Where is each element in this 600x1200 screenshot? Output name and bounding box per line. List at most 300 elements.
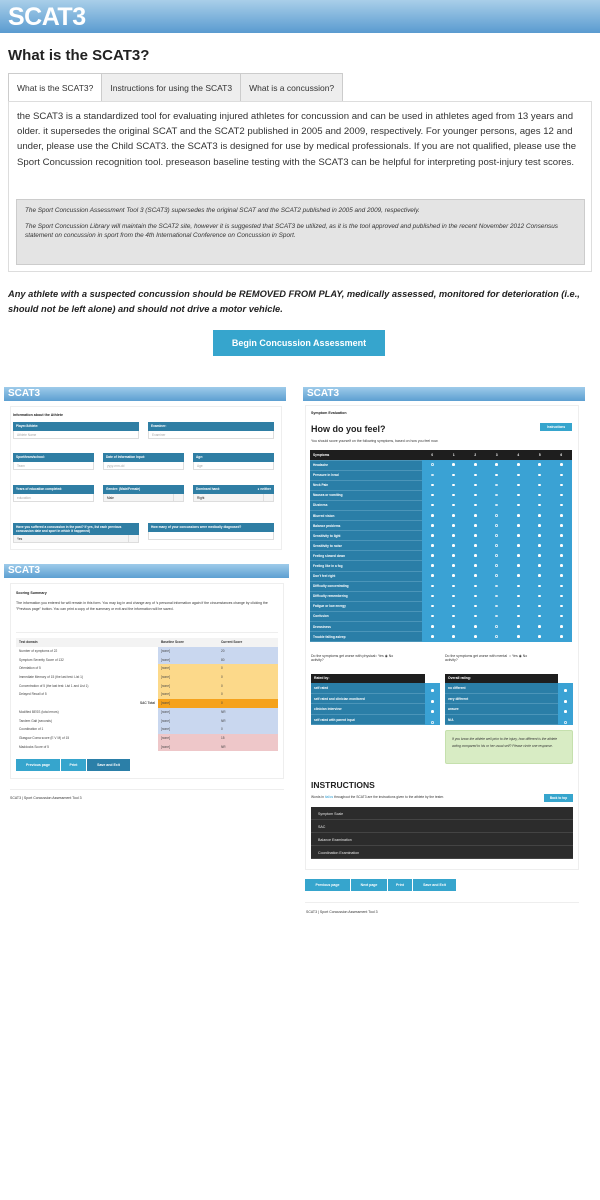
brand-logo[interactable]: SCAT3 — [8, 3, 86, 31]
score-radio[interactable] — [495, 484, 498, 487]
save-exit-button[interactable]: Save and Exit — [87, 759, 130, 771]
score-radio[interactable] — [538, 585, 541, 588]
score-radio[interactable] — [560, 615, 563, 618]
yes-label: Yes — [378, 654, 384, 658]
score-radio[interactable] — [538, 595, 541, 598]
rating-radio-cell — [558, 683, 573, 694]
current-cell: 0 — [218, 699, 278, 708]
sport-input[interactable]: Team — [13, 462, 94, 470]
mental-no-radio[interactable]: ◉ No — [518, 654, 528, 658]
rating-radio[interactable] — [431, 700, 434, 703]
domain-cell: Symptom Severity Score of 132 — [19, 657, 64, 662]
education-input[interactable]: education — [13, 494, 94, 502]
examiner-field — [148, 422, 274, 439]
symptom-score-cell — [508, 551, 530, 561]
score-radio[interactable] — [560, 494, 563, 497]
symptom-score-cell — [529, 460, 551, 470]
symptom-name: Dizziness — [310, 500, 422, 510]
symptom-score-cell — [551, 480, 573, 490]
rating-radio[interactable] — [431, 710, 434, 713]
score-radio[interactable] — [560, 463, 563, 466]
score-radio[interactable] — [495, 564, 498, 567]
accordion-symptom-scale[interactable]: Symptom Scale — [311, 807, 573, 820]
symptom-score-cell — [443, 510, 465, 520]
score-radio[interactable] — [517, 605, 520, 608]
score-radio[interactable] — [517, 494, 520, 497]
symptom-score-cell — [422, 571, 444, 581]
rating-option[interactable] — [311, 683, 440, 694]
rating-option-label: no different — [445, 683, 558, 694]
symptom-score-cell — [443, 500, 465, 510]
score-radio[interactable] — [474, 585, 477, 588]
symptom-score-cell — [486, 470, 508, 480]
score-radio[interactable] — [560, 504, 563, 507]
symptom-row — [310, 490, 572, 500]
symptom-row — [310, 521, 572, 531]
physical-no-radio[interactable]: ◉ No — [384, 654, 394, 658]
score-radio[interactable] — [431, 484, 434, 487]
score-radio[interactable] — [538, 635, 541, 638]
symptom-score-cell — [422, 622, 444, 632]
score-radio[interactable] — [431, 463, 434, 466]
score-radio[interactable] — [452, 474, 455, 477]
score-radio[interactable] — [431, 615, 434, 618]
symptom-score-cell — [551, 581, 573, 591]
gender-select[interactable]: Male — [103, 494, 184, 502]
rating-radio[interactable] — [431, 721, 434, 724]
score-radio[interactable] — [474, 504, 477, 507]
rated-by-group — [311, 674, 440, 725]
score-radio[interactable] — [474, 544, 477, 547]
score-radio[interactable] — [517, 625, 520, 628]
symptom-score-cell — [508, 470, 530, 480]
score-radio[interactable] — [431, 635, 434, 638]
symptom-score-cell — [486, 622, 508, 632]
symptom-score-cell — [529, 581, 551, 591]
score-radio[interactable] — [495, 625, 498, 628]
symptom-score-cell — [443, 490, 465, 500]
examiner-input[interactable]: Examiner — [148, 431, 274, 439]
diagnosed-input[interactable] — [148, 532, 274, 540]
previous-page-button[interactable]: Previous page — [16, 759, 60, 771]
score-radio[interactable] — [474, 564, 477, 567]
score-radio[interactable] — [517, 595, 520, 598]
symptom-score-cell — [443, 601, 465, 611]
score-radio[interactable] — [560, 605, 563, 608]
score-radio[interactable] — [431, 605, 434, 608]
rating-option[interactable] — [311, 715, 440, 726]
score-radio[interactable] — [431, 595, 434, 598]
score-radio[interactable] — [560, 514, 563, 517]
score-radio[interactable] — [431, 585, 434, 588]
baseline-cell: [none] — [158, 664, 218, 673]
score-radio[interactable] — [560, 534, 563, 537]
score-radio[interactable] — [495, 635, 498, 638]
symptom-score-cell — [551, 632, 573, 642]
score-radio[interactable] — [538, 615, 541, 618]
col-header: 4 — [508, 450, 530, 460]
accordion-sac[interactable]: SAC — [311, 820, 573, 833]
symptom-row — [310, 531, 572, 541]
score-radio[interactable] — [495, 504, 498, 507]
symptom-row — [310, 561, 572, 571]
player-input[interactable]: Athlete Name — [13, 431, 139, 439]
examiner-label: Examiner: — [148, 422, 274, 431]
table-row — [16, 664, 278, 673]
score-radio[interactable] — [452, 514, 455, 517]
rating-radio[interactable] — [564, 689, 567, 692]
symptom-score-cell — [508, 521, 530, 531]
score-radio[interactable] — [452, 605, 455, 608]
rating-radio-cell — [425, 694, 440, 705]
score-radio[interactable] — [495, 463, 498, 466]
score-radio[interactable] — [474, 625, 477, 628]
symptom-score-cell — [465, 622, 487, 632]
symptom-score-cell — [465, 531, 487, 541]
education-label: Years of education completed: — [13, 485, 94, 494]
score-radio[interactable] — [538, 544, 541, 547]
symptom-score-cell — [486, 611, 508, 621]
symptoms-footer: SCAT3 | Sport Concussion Assessment Tool 3 — [306, 910, 378, 914]
symptom-score-cell — [443, 632, 465, 642]
score-radio[interactable] — [452, 595, 455, 598]
score-radio[interactable] — [538, 504, 541, 507]
date-input[interactable]: yyyy-mm-dd — [103, 462, 184, 470]
symptom-score-cell — [529, 551, 551, 561]
rating-option[interactable] — [445, 694, 573, 705]
symptom-score-cell — [422, 460, 444, 470]
age-label: Age: — [193, 453, 274, 462]
score-radio[interactable] — [517, 514, 520, 517]
symptom-name: Pressure in head — [310, 470, 422, 480]
symptom-score-cell — [465, 591, 487, 601]
tab-what-is-scat3[interactable]: What is the SCAT3? — [8, 73, 102, 102]
score-radio[interactable] — [474, 605, 477, 608]
score-radio[interactable] — [495, 574, 498, 577]
baseline-cell: [none] — [158, 716, 218, 725]
score-radio[interactable] — [452, 585, 455, 588]
symptom-score-cell — [551, 561, 573, 571]
score-radio[interactable] — [452, 494, 455, 497]
physical-radio-group — [375, 654, 393, 658]
score-radio[interactable] — [517, 635, 520, 638]
italics-link[interactable]: italics — [324, 795, 334, 799]
neither-checkbox[interactable]: ● neither — [257, 487, 271, 491]
score-radio[interactable] — [452, 625, 455, 628]
symptom-score-cell — [508, 591, 530, 601]
score-radio[interactable] — [452, 484, 455, 487]
symptom-score-cell — [529, 541, 551, 551]
col-header: 1 — [443, 450, 465, 460]
col-header: 6 — [551, 450, 573, 460]
symptom-name: Drowsiness — [310, 622, 422, 632]
hand-select[interactable]: Right — [193, 494, 274, 502]
symptom-score-cell — [443, 541, 465, 551]
score-radio[interactable] — [452, 504, 455, 507]
score-radio[interactable] — [517, 544, 520, 547]
score-radio[interactable] — [495, 605, 498, 608]
symptom-row — [310, 500, 572, 510]
player-field — [13, 422, 139, 439]
score-radio[interactable] — [431, 504, 434, 507]
score-radio[interactable] — [517, 463, 520, 466]
symptom-score-cell — [422, 521, 444, 531]
rating-radio[interactable] — [564, 721, 567, 724]
symptom-score-cell — [551, 460, 573, 470]
rating-option[interactable] — [445, 704, 573, 715]
symptom-score-cell — [508, 601, 530, 611]
score-radio[interactable] — [495, 554, 498, 557]
physical-yes-radio[interactable]: ○ Yes — [375, 654, 384, 658]
symptom-name: Trouble falling asleep — [310, 632, 422, 642]
rating-option[interactable] — [445, 715, 573, 726]
mental-yes-radio[interactable]: ○ Yes — [509, 654, 518, 658]
page-title: What is the SCAT3? — [8, 47, 150, 64]
rating-radio-cell — [425, 683, 440, 694]
score-radio[interactable] — [538, 474, 541, 477]
tab-bar — [8, 73, 342, 102]
score-radio[interactable] — [495, 494, 498, 497]
score-radio[interactable] — [538, 564, 541, 567]
table-row — [16, 699, 278, 708]
score-radio[interactable] — [452, 574, 455, 577]
score-radio[interactable] — [560, 544, 563, 547]
score-radio[interactable] — [538, 605, 541, 608]
symptom-score-cell — [443, 591, 465, 601]
score-radio[interactable] — [517, 534, 520, 537]
score-radio[interactable] — [431, 524, 434, 527]
symptom-row — [310, 571, 572, 581]
score-radio[interactable] — [517, 585, 520, 588]
score-radio[interactable] — [538, 625, 541, 628]
gender-label: Gender: (Male/Female) — [103, 485, 184, 494]
score-radio[interactable] — [538, 534, 541, 537]
mental-radio-group — [509, 654, 527, 658]
score-radio[interactable] — [474, 484, 477, 487]
score-radio[interactable] — [495, 595, 498, 598]
score-radio[interactable] — [452, 564, 455, 567]
symptom-score-cell — [551, 531, 573, 541]
domain-cell: Immediate Memory of 15 (the last test: List 1) — [19, 675, 83, 680]
symptom-score-cell — [422, 551, 444, 561]
score-radio[interactable] — [538, 524, 541, 527]
score-radio[interactable] — [495, 615, 498, 618]
score-radio[interactable] — [517, 564, 520, 567]
symptom-score-cell — [486, 581, 508, 591]
sport-field — [13, 453, 94, 470]
symptoms-section-title: Symptom Evaluation — [311, 411, 347, 415]
score-radio[interactable] — [452, 463, 455, 466]
score-radio[interactable] — [474, 534, 477, 537]
symptom-score-cell — [486, 541, 508, 551]
symptom-score-cell — [551, 622, 573, 632]
symptom-score-cell — [422, 510, 444, 520]
current-cell: 0 — [218, 664, 278, 673]
score-radio[interactable] — [474, 524, 477, 527]
save-exit-button[interactable]: Save and Exit — [413, 879, 456, 891]
overall-rating-group — [445, 674, 573, 725]
score-radio[interactable] — [517, 574, 520, 577]
score-radio[interactable] — [538, 514, 541, 517]
symptom-name: Feeling like in a fog — [310, 561, 422, 571]
score-radio[interactable] — [560, 554, 563, 557]
score-radio[interactable] — [474, 514, 477, 517]
rating-radio[interactable] — [564, 710, 567, 713]
screenshot-athlete-header: SCAT3 — [4, 387, 286, 401]
tab-instructions[interactable]: Instructions for using the SCAT3 — [101, 73, 241, 102]
symptom-score-cell — [508, 541, 530, 551]
symptom-score-cell — [529, 531, 551, 541]
current-cell: NR — [218, 708, 278, 717]
print-button[interactable]: Print — [388, 879, 412, 891]
symptom-score-cell — [529, 601, 551, 611]
score-radio[interactable] — [560, 595, 563, 598]
score-radio[interactable] — [474, 494, 477, 497]
score-radio[interactable] — [495, 524, 498, 527]
score-radio[interactable] — [495, 585, 498, 588]
score-radio[interactable] — [560, 585, 563, 588]
symptom-score-cell — [508, 480, 530, 490]
accordion-coordination[interactable]: Coordination Examination — [311, 846, 573, 859]
score-radio[interactable] — [452, 554, 455, 557]
score-radio[interactable] — [538, 574, 541, 577]
instructions-button[interactable]: Instructions — [540, 423, 572, 431]
summary-section-title: Scoring Summary — [16, 591, 47, 595]
score-radio[interactable] — [452, 615, 455, 618]
score-radio[interactable] — [474, 574, 477, 577]
score-radio[interactable] — [538, 463, 541, 466]
score-radio[interactable] — [495, 534, 498, 537]
score-radio[interactable] — [517, 504, 520, 507]
score-radio[interactable] — [474, 554, 477, 557]
age-input[interactable]: Age — [193, 462, 274, 470]
current-cell: 80 — [218, 655, 278, 664]
domain-cell: Delayed Recall of 5 — [19, 692, 47, 697]
back-to-top-button[interactable]: Back to top — [544, 794, 573, 802]
score-radio[interactable] — [517, 484, 520, 487]
past-concussion-select[interactable]: Yes — [13, 535, 139, 543]
symptom-score-cell — [422, 541, 444, 551]
hand-label-text: Dominant hand: — [196, 487, 221, 491]
score-radio[interactable] — [474, 474, 477, 477]
symptom-score-cell — [422, 591, 444, 601]
score-radio[interactable] — [452, 544, 455, 547]
score-radio[interactable] — [474, 595, 477, 598]
score-radio[interactable] — [560, 484, 563, 487]
score-radio[interactable] — [538, 494, 541, 497]
symptom-score-cell — [465, 632, 487, 642]
score-radio[interactable] — [431, 494, 434, 497]
domain-cell: Maddocks Score of 5 — [19, 744, 49, 749]
symptom-score-cell — [486, 632, 508, 642]
score-radio[interactable] — [495, 474, 498, 477]
score-radio[interactable] — [495, 514, 498, 517]
baseline-cell: [none] — [158, 647, 218, 656]
divider — [305, 902, 579, 903]
symptoms-subtitle: You should score yourself on the following symptoms, based on how you feel now. — [311, 439, 439, 443]
score-radio[interactable] — [474, 463, 477, 466]
begin-assessment-button[interactable]: Begin Concussion Assessment — [213, 330, 385, 356]
score-radio[interactable] — [560, 564, 563, 567]
rating-option[interactable] — [445, 683, 573, 694]
symptom-score-cell — [529, 591, 551, 601]
baseline-cell: [none] — [158, 708, 218, 717]
symptom-name: Fatigue or low energy — [310, 601, 422, 611]
symptom-score-cell — [508, 622, 530, 632]
tab-what-is-concussion[interactable]: What is a concussion? — [240, 73, 343, 102]
score-radio[interactable] — [517, 474, 520, 477]
rating-option-label: self rated and clinician monitored — [311, 694, 425, 705]
accordion-balance[interactable]: Balance Examination — [311, 833, 573, 846]
rating-radio[interactable] — [431, 689, 434, 692]
print-button[interactable]: Print — [61, 759, 86, 771]
rating-option[interactable] — [311, 694, 440, 705]
score-radio[interactable] — [560, 574, 563, 577]
baseline-cell: [none] — [158, 725, 218, 734]
score-radio[interactable] — [431, 514, 434, 517]
score-radio[interactable] — [560, 474, 563, 477]
symptom-name: Feeling slowed down — [310, 551, 422, 561]
previous-page-button[interactable]: Previous page — [305, 879, 350, 891]
score-radio[interactable] — [431, 554, 434, 557]
symptom-score-cell — [486, 601, 508, 611]
score-radio[interactable] — [495, 544, 498, 547]
symptom-row — [310, 480, 572, 490]
score-radio[interactable] — [431, 625, 434, 628]
col-header: 2 — [465, 450, 487, 460]
score-radio[interactable] — [560, 625, 563, 628]
score-radio[interactable] — [560, 635, 563, 638]
score-radio[interactable] — [517, 615, 520, 618]
score-radio[interactable] — [517, 554, 520, 557]
score-radio[interactable] — [474, 635, 477, 638]
symptom-score-cell — [508, 531, 530, 541]
score-radio[interactable] — [517, 524, 520, 527]
col-header: Symptoms — [310, 450, 422, 460]
rating-radio-cell — [425, 704, 440, 715]
score-radio[interactable] — [474, 615, 477, 618]
score-radio[interactable] — [452, 635, 455, 638]
symptom-score-cell — [508, 490, 530, 500]
symptom-score-cell — [422, 470, 444, 480]
score-radio[interactable] — [452, 534, 455, 537]
symptom-score-cell — [486, 480, 508, 490]
symptom-row — [310, 470, 572, 480]
next-page-button[interactable]: Next page — [351, 879, 387, 891]
rating-radio[interactable] — [564, 700, 567, 703]
score-radio[interactable] — [538, 484, 541, 487]
score-radio[interactable] — [431, 574, 434, 577]
symptom-score-cell — [422, 531, 444, 541]
score-radio[interactable] — [431, 564, 434, 567]
score-radio[interactable] — [431, 534, 434, 537]
symptom-score-cell — [486, 521, 508, 531]
score-radio[interactable] — [431, 474, 434, 477]
score-radio[interactable] — [431, 544, 434, 547]
score-radio[interactable] — [452, 524, 455, 527]
rating-option[interactable] — [311, 704, 440, 715]
symptom-name: Don't feel right — [310, 571, 422, 581]
symptom-score-cell — [551, 490, 573, 500]
yes-label: Yes — [512, 654, 518, 658]
no-label: No — [522, 654, 528, 658]
score-radio[interactable] — [560, 524, 563, 527]
rating-radio-cell — [558, 704, 573, 715]
instructions-text-pre: Words in — [311, 795, 325, 799]
current-cell: 0 — [218, 725, 278, 734]
rated-by-title: Rated by: — [311, 674, 425, 683]
score-radio[interactable] — [538, 554, 541, 557]
